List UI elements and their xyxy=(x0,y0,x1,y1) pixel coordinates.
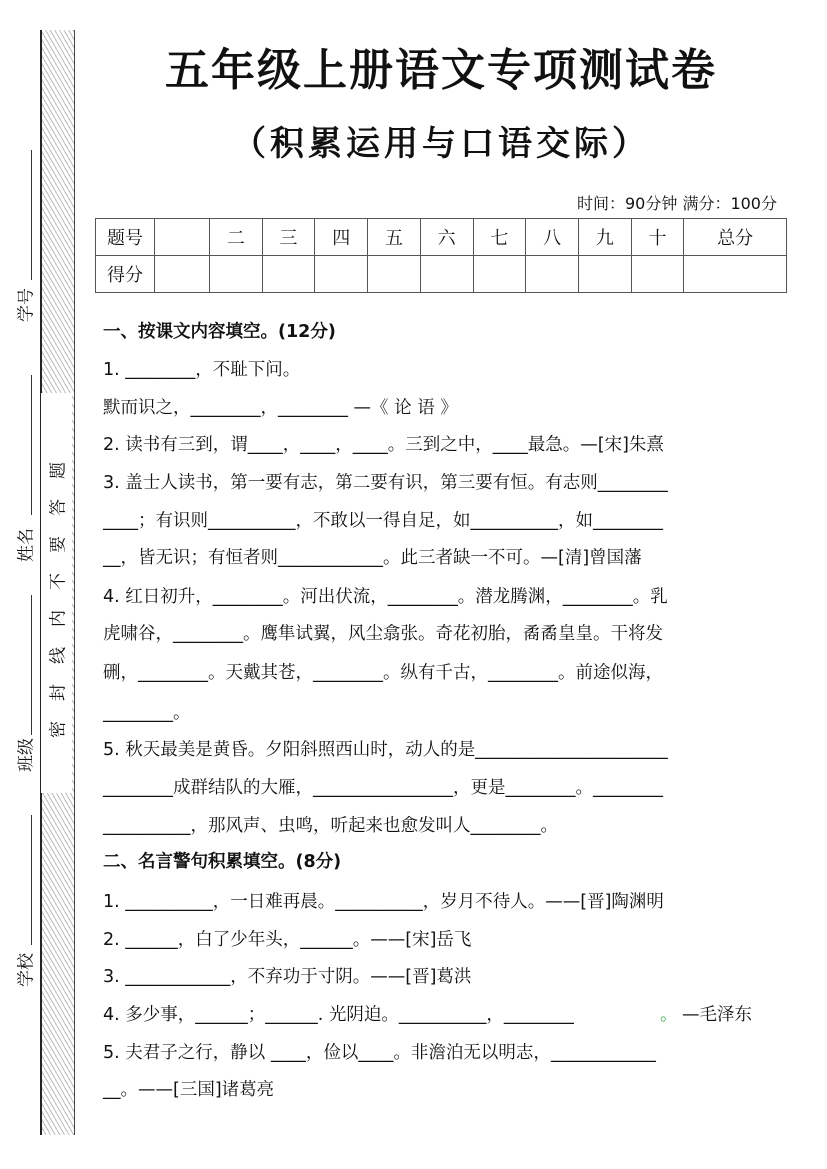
question-line: 4. 红日初升，________。河出伏流，________。潜龙腾渊，________。乳 xyxy=(103,587,668,607)
score-cell[interactable] xyxy=(210,256,263,293)
score-cell[interactable] xyxy=(315,256,368,293)
score-cell[interactable] xyxy=(420,256,473,293)
score-cell[interactable] xyxy=(262,256,315,293)
question-line: ________。 xyxy=(103,703,191,723)
score-cell[interactable] xyxy=(526,256,579,293)
question-line: ____；有识则__________，不敢以一得自足，如__________，如________ xyxy=(103,511,663,531)
question-line: ________成群结队的大雁，________________，更是________。________ xyxy=(103,778,663,798)
name-line[interactable] xyxy=(31,375,32,515)
question-line: 5. 秋天最美是黄昏。夕阳斜照西山时，动人的是______________________ xyxy=(103,740,668,760)
table-cell: 五 xyxy=(368,219,421,256)
question-line: 2. 读书有三到，谓____，____，____。三到之中，____最急。—[宋]朱熹 xyxy=(103,435,664,455)
attribution: —毛泽东 xyxy=(682,1005,752,1025)
student-id-line[interactable] xyxy=(31,150,32,280)
question-line: 硎，________。天戴其苍，________。纵有千古，________。前途似海， xyxy=(103,663,663,683)
question-line: 虎啸谷，________。鹰隼试翼，风尘翕张。奇花初胎，矞矞皇皇。干将发 xyxy=(103,624,663,644)
question-line: 3. 盖士人读书，第一要有志，第二要有识，第三要有恒。有志则________ xyxy=(103,473,668,493)
school-line[interactable] xyxy=(31,815,32,945)
question-line: 5. 夫君子之行，静以 ____，俭以____。非澹泊无以明志，____________ xyxy=(103,1043,656,1063)
question-line: 1. __________，一日难再晨。__________，岁月不待人。——[晋]陶渊明 xyxy=(103,892,664,912)
section2-heading: 二、名言警句积累填空。(8分) xyxy=(103,852,342,872)
table-cell: 六 xyxy=(420,219,473,256)
table-cell xyxy=(155,219,210,256)
score-cell[interactable] xyxy=(684,256,787,293)
score-cell[interactable] xyxy=(631,256,684,293)
score-cell[interactable] xyxy=(473,256,526,293)
page-subtitle: （积累运用与口语交际） xyxy=(232,124,650,164)
question-line: __，皆无识；有恒者则____________。此三者缺一不可。—[清]曾国藩 xyxy=(103,548,642,568)
seal-notice: 密封线内不要答题 xyxy=(48,442,69,738)
question-line: __________，那风声、虫鸣，听起来也愈发叫人________。 xyxy=(103,816,558,836)
page-title: 五年级上册语文专项测试卷 xyxy=(165,45,717,96)
table-cell: 四 xyxy=(315,219,368,256)
table-cell: 九 xyxy=(578,219,631,256)
question-line: __。——[三国]诸葛亮 xyxy=(103,1080,275,1100)
class-line[interactable] xyxy=(31,595,32,735)
question-line: 3. ____________，不弃功于寸阴。——[晋]葛洪 xyxy=(103,967,472,987)
table-cell: 总分 xyxy=(684,219,787,256)
time-info: 时间：90分钟 满分：100分 xyxy=(577,194,777,213)
table-cell: 八 xyxy=(526,219,579,256)
question-line: 4. 多少事，______；______. 光阴迫。__________，________ xyxy=(103,1005,574,1025)
table-cell: 三 xyxy=(262,219,315,256)
score-table xyxy=(95,218,787,293)
school-label: 学校 xyxy=(16,953,37,987)
table-cell: 七 xyxy=(473,219,526,256)
question-line: 1. ________，不耻下问。 xyxy=(103,360,301,380)
section1-heading: 一、按课文内容填空。(12分) xyxy=(103,322,336,342)
green-period: 。 xyxy=(660,1005,678,1025)
question-line: 默而识之，________，________ —《 论 语 》 xyxy=(103,398,458,418)
row-label: 得分 xyxy=(96,256,155,293)
score-cell[interactable] xyxy=(368,256,421,293)
class-label: 班级 xyxy=(16,738,37,772)
table-cell: 十 xyxy=(631,219,684,256)
name-label: 姓名 xyxy=(16,528,37,562)
table-cell: 二 xyxy=(210,219,263,256)
student-id-label: 学号 xyxy=(16,288,37,322)
score-cell[interactable] xyxy=(578,256,631,293)
table-row xyxy=(96,219,787,256)
row-label: 题号 xyxy=(96,219,155,256)
table-row xyxy=(96,256,787,293)
question-line: 2. ______，白了少年头，______。——[宋]岳飞 xyxy=(103,930,472,950)
score-cell[interactable] xyxy=(155,256,210,293)
